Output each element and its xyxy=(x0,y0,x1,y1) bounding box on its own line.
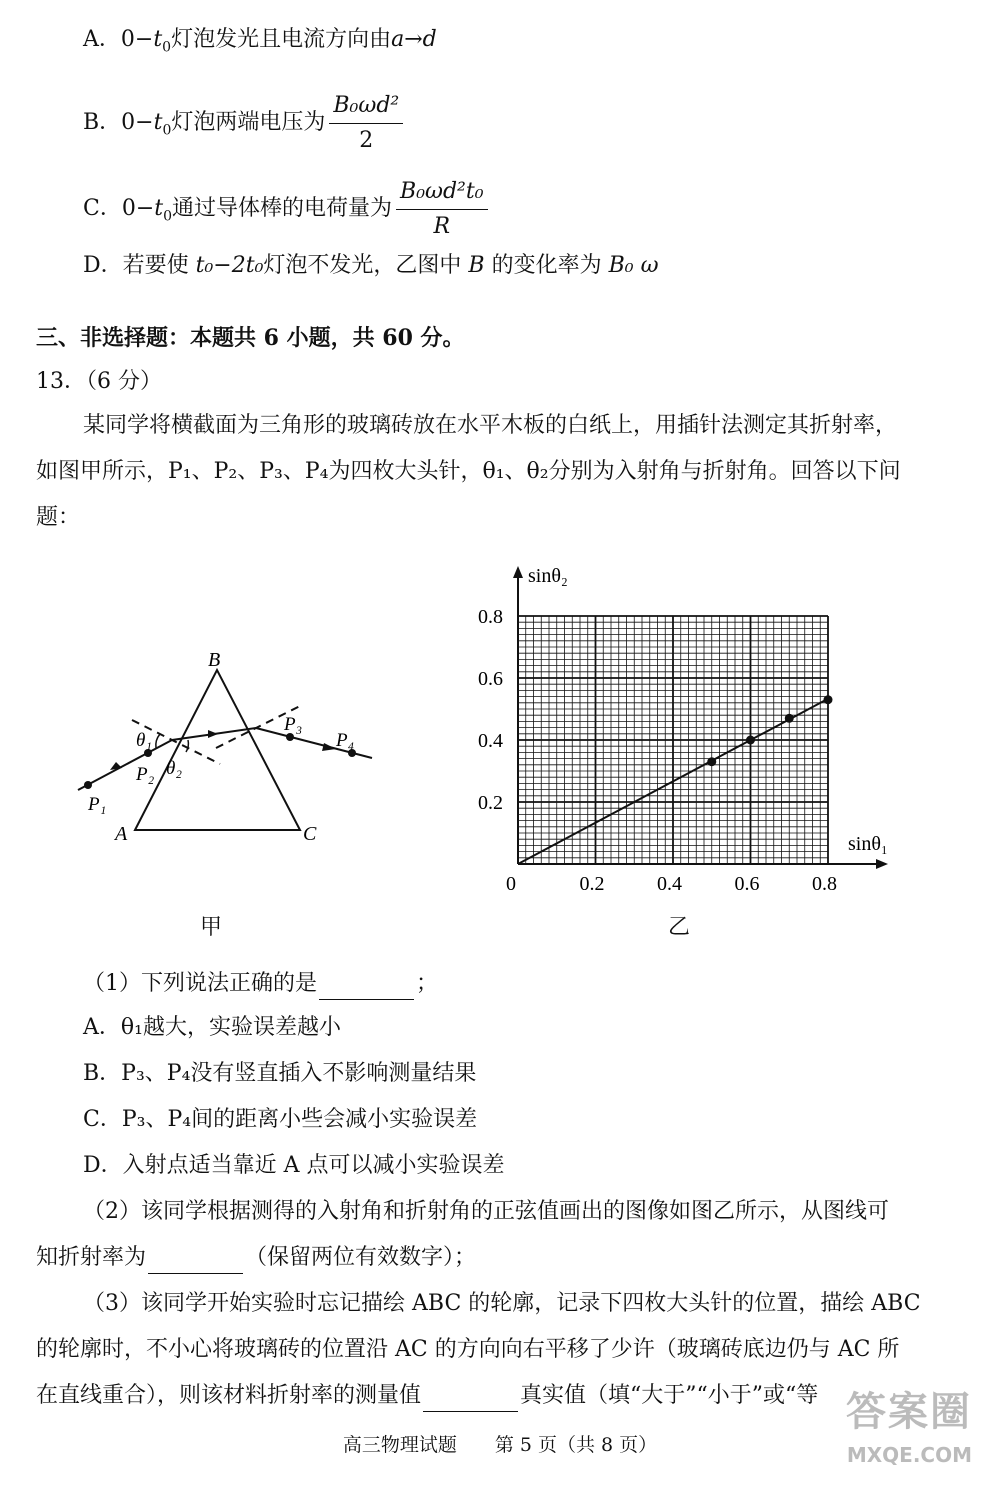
data-point xyxy=(824,695,833,704)
incident-arrow xyxy=(110,762,122,770)
part2-line1: （2）该同学根据测得的入射角和折射角的正弦值画出的图像如图乙所示，从图线可 xyxy=(83,1199,889,1224)
part1-option-a: A．θ₁越大，实验误差越小 xyxy=(83,1015,341,1040)
vertex-b-label: B xyxy=(208,649,221,671)
part3-line1: （3）该同学开始实验时忘记描绘 ABC 的轮廓，记录下四枚大头针的位置，描绘 ABC xyxy=(83,1291,921,1316)
pin-p4-label: P₄ xyxy=(336,730,355,751)
part2-answer-blank[interactable] xyxy=(148,1251,243,1274)
part1-option-d: D．入射点适当靠近 A 点可以减小实验误差 xyxy=(83,1153,505,1178)
y-tick-label: 0.8 xyxy=(478,606,503,628)
part1-option-c: C．P₃、P₄间的距离小些会减小实验误差 xyxy=(83,1107,478,1132)
x-tick-label: 0.8 xyxy=(812,873,837,895)
part1-option-b: B．P₃、P₄没有竖直插入不影响测量结果 xyxy=(83,1061,477,1086)
option-b-prev: B．$0-t_0$灯泡两端电压为 $\frac{\text{B₀ωd²}}{2}$ xyxy=(83,88,407,165)
section-heading: 三、非选择题：本题共 6 小题，共 60 分。 xyxy=(36,325,465,351)
data-point xyxy=(785,714,794,723)
theta2-arc xyxy=(186,740,188,752)
part1-answer-blank[interactable] xyxy=(319,977,414,1000)
figure-jia-prism xyxy=(60,640,380,860)
option-d-prev: D．若要使 t₀−2t₀灯泡不发光，乙图中 B 的变化率为 B₀ ω xyxy=(83,253,659,278)
y-axis-label: sinθ₂ xyxy=(528,565,568,587)
y-tick-label: 0.2 xyxy=(478,792,503,814)
question-stem-line2: 如图甲所示，P₁、P₂、P₃、P₄为四枚大头针，θ₁、θ₂分别为入射角与折射角。回答以下问 xyxy=(36,459,901,484)
figure-jia-caption: 甲 xyxy=(200,915,223,940)
data-point xyxy=(746,736,755,745)
page-footer: 高三物理试题 第 5 页（共 8 页） xyxy=(342,1434,658,1456)
y-tick-label: 0.4 xyxy=(478,730,503,752)
incident-ray xyxy=(78,740,172,790)
x-tick-label: 0.4 xyxy=(657,873,682,895)
option-c-prev: C．$0-t_0$通过导体棒的电荷量为 $\frac{\text{B₀ωd²t₀}}{R}$ xyxy=(83,174,492,251)
x-axis-label: sinθ₁ xyxy=(848,833,888,855)
question-number: 13．（6 分） xyxy=(36,369,162,394)
part3-line2: 的轮廓时，不小心将玻璃砖的位置沿 AC 的方向向右平移了少许（玻璃砖底边仍与 AC 所 xyxy=(36,1337,900,1362)
prism-triangle xyxy=(135,670,303,830)
pin-p1 xyxy=(84,781,92,789)
pin-p2-label: P₂ xyxy=(136,764,155,785)
watermark-logo-text: 答案圈 xyxy=(846,1389,972,1435)
watermark xyxy=(846,1380,972,1467)
x-axis-arrow xyxy=(876,859,888,869)
origin-label: 0 xyxy=(506,873,516,895)
refracted-arrow xyxy=(208,730,218,738)
x-tick-label: 0.2 xyxy=(579,873,605,895)
watermark-url: MXQE.COM xyxy=(846,1443,972,1467)
theta1-label: θ₁ xyxy=(136,730,152,751)
figure-yi-caption: 乙 xyxy=(668,915,691,940)
theta2-label: θ₂ xyxy=(166,758,182,779)
part2-line2: 知折射率为 （保留两位有效数字）； xyxy=(36,1242,476,1274)
pin-p1-label: P₁ xyxy=(88,794,107,815)
y-axis-arrow xyxy=(513,566,523,578)
x-tick-label: 0.6 xyxy=(734,873,760,895)
emergent-arrow xyxy=(322,743,336,751)
vertex-a-label: A xyxy=(115,823,128,845)
data-point xyxy=(707,757,716,766)
y-tick-label: 0.6 xyxy=(478,668,503,690)
part3-answer-blank[interactable] xyxy=(423,1389,518,1412)
part3-line3: 在直线重合），则该材料折射率的测量值 真实值（填“大于”“小于”或“等 xyxy=(36,1380,818,1412)
part1-prompt: （1）下列说法正确的是 ； xyxy=(83,968,438,1000)
question-stem-line3: 题： xyxy=(36,505,81,530)
figure-yi-chart xyxy=(470,560,910,900)
question-stem-line1: 某同学将横截面为三角形的玻璃砖放在水平木板的白纸上，用插针法测定其折射率， xyxy=(83,413,898,438)
pin-p3-label: P₃ xyxy=(284,714,303,735)
vertex-c-label: C xyxy=(303,823,317,845)
option-a-prev: A．$0-t_0$灯泡发光且电流方向由a→d xyxy=(83,27,437,56)
